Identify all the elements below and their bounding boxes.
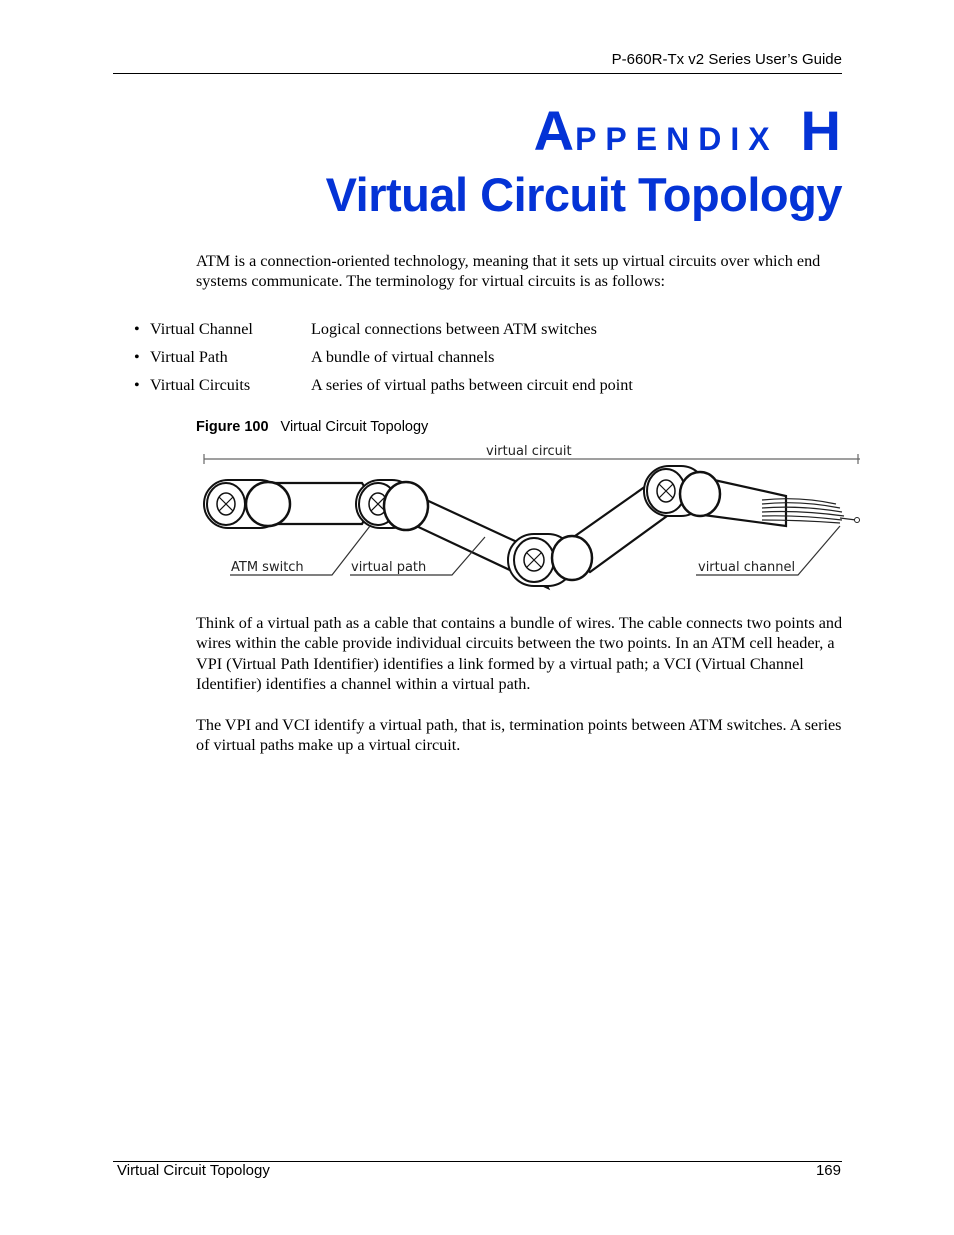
terminology-list [134, 318, 834, 402]
footer-section: Virtual Circuit Topology [117, 1162, 270, 1179]
chapter-title: Virtual Circuit Topology [325, 168, 842, 221]
atm-switch-node [508, 534, 592, 586]
list-item [134, 374, 834, 402]
intro-paragraph: ATM is a connection-oriented technology, meaning that it sets up virtual circuits over which end systems communicate. The terminology for virtual circuits is as follows: [196, 252, 821, 291]
atm-switch-node [644, 466, 720, 516]
appendix-letter: H [800, 99, 842, 162]
label-virtual-channel: virtual channel [698, 560, 796, 575]
bullet: • [134, 320, 140, 338]
label-virtual-circuit: virtual circuit [486, 444, 572, 459]
body-paragraph: Think of a virtual path as a cable that contains a bundle of wires. The cable connects two points and wires within the cable provide individual circuits between the two points. In an ATM cell header, a VPI (Virtual Path Identifier) identifies a link formed by a virtual path; a VCI (Virtual Channel Identifier) identifies a channel within a virtual path. [196, 614, 843, 693]
term: Virtual Circuits [150, 376, 251, 394]
running-header: P-660R-Tx v2 Series User’s Guide [611, 51, 842, 68]
virtual-circuit-figure [200, 440, 865, 592]
appendix-rest: PPENDIX [575, 121, 779, 157]
appendix-heading [534, 98, 842, 172]
list-item [134, 318, 834, 346]
figure-number: Figure 100 [196, 419, 269, 435]
body-paragraph: The VPI and VCI identify a virtual path, that is, termination points between ATM switches. A series of virtual paths make up a virtual circuit. [196, 716, 842, 755]
bullet: • [134, 376, 140, 394]
atm-switch-node [356, 480, 428, 530]
definition: A bundle of virtual channels [311, 348, 495, 366]
definition: Logical connections between ATM switches [311, 320, 597, 338]
figure-caption [196, 419, 428, 435]
atm-switch-node [204, 480, 290, 528]
list-item [134, 346, 834, 374]
appendix-first-letter: A [533, 99, 576, 162]
label-atm-switch: ATM switch [231, 560, 304, 575]
term: Virtual Path [150, 348, 228, 366]
figure-title: Virtual Circuit Topology [280, 419, 429, 435]
page-number: 169 [815, 1162, 841, 1179]
term: Virtual Channel [150, 320, 253, 338]
bullet: • [134, 348, 140, 366]
header-rule [113, 73, 842, 74]
definition: A series of virtual paths between circuit end point [311, 376, 633, 394]
label-virtual-path: virtual path [351, 560, 427, 575]
